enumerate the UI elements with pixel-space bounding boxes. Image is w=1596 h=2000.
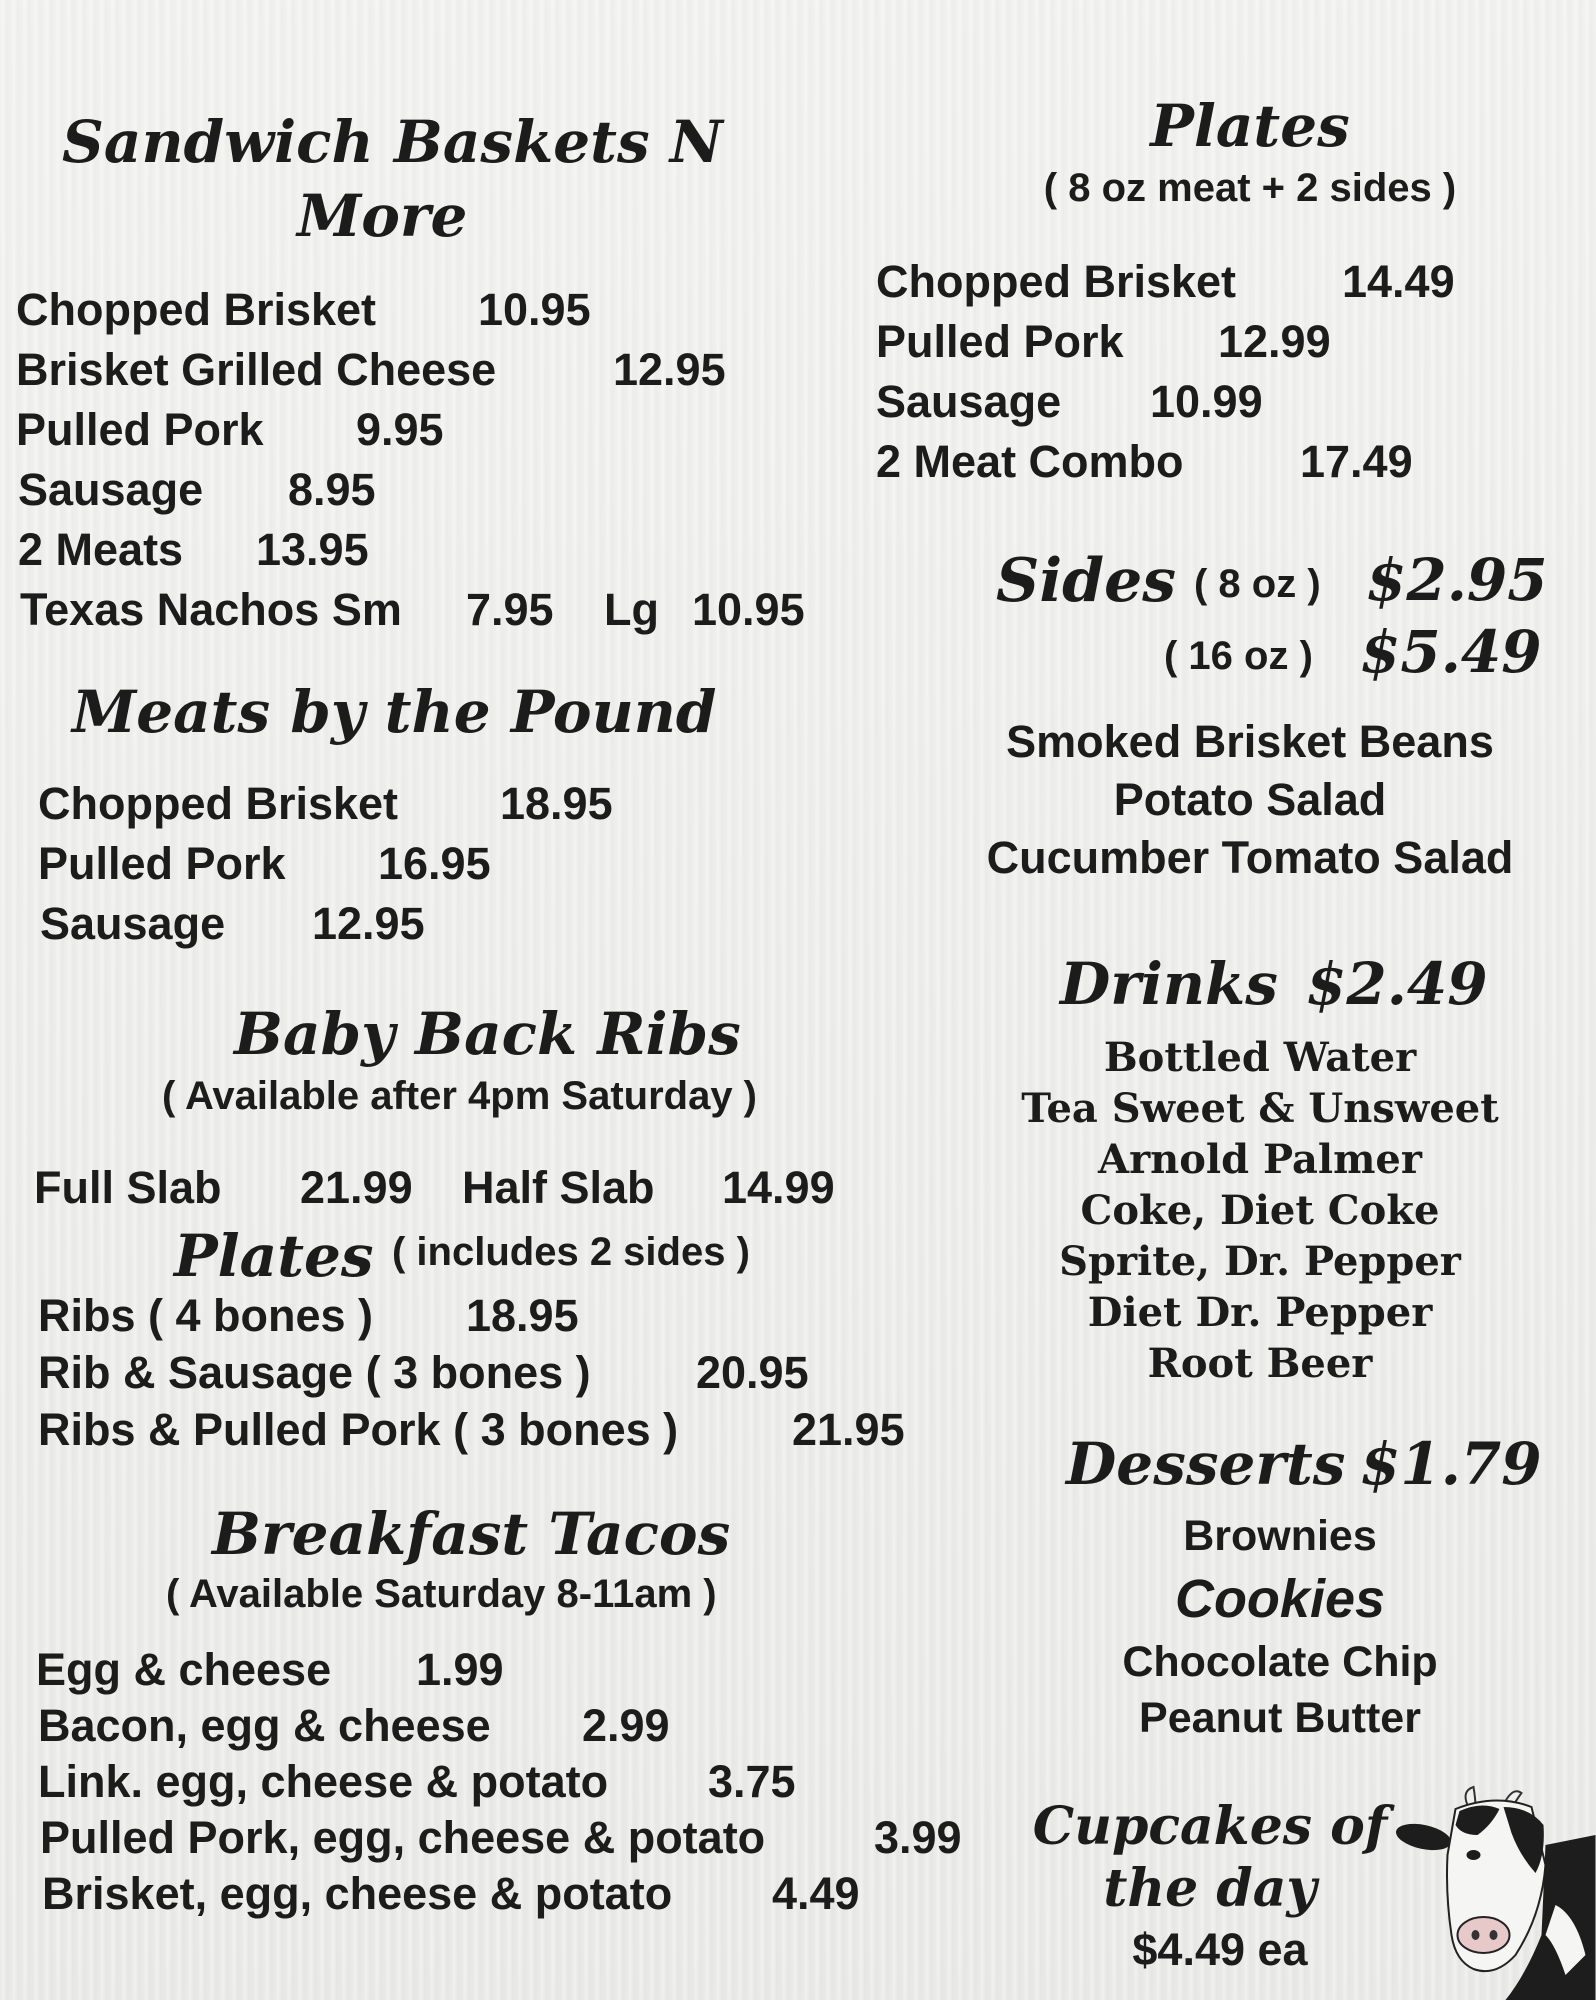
item-price: 21.95 (792, 1404, 905, 1455)
ribs-note: ( Available after 4pm Saturday ) (162, 1074, 757, 1118)
cupcakes-line2: the day (1103, 1858, 1317, 1919)
cupcakes-price: $4.49 ea (1132, 1924, 1308, 1975)
meat-item (38, 838, 491, 890)
item-price: 2.99 (582, 1700, 670, 1751)
rib-plate-item (38, 1290, 579, 1342)
sides-size-small: ( 8 oz ) (1194, 562, 1321, 606)
cookies-title: Cookies (1174, 1569, 1386, 1629)
sandwich-item (16, 284, 591, 336)
meat-item (40, 898, 425, 950)
cookie-item: Peanut Butter (1139, 1694, 1421, 1742)
drink-item: Sprite, Dr. Pepper (1059, 1238, 1461, 1285)
item-name: Ribs ( 4 bones ) (38, 1290, 374, 1341)
item-price: 20.95 (696, 1347, 809, 1398)
item-name: Pulled Pork (16, 404, 264, 455)
meat-item (38, 778, 613, 830)
item-price: 18.95 (500, 778, 613, 829)
breakfast-note: ( Available Saturday 8-11am ) (166, 1572, 717, 1616)
item-price: 9.95 (356, 404, 444, 455)
plates-note: ( 8 oz meat + 2 sides ) (1043, 166, 1457, 210)
drinks-price: $2.49 (1306, 950, 1488, 1018)
nachos-name: Texas Nachos Sm (20, 584, 402, 635)
item-name: Link. egg, cheese & potato (38, 1756, 609, 1807)
side-item: Cucumber Tomato Salad (986, 832, 1514, 883)
nachos-lg-price: 10.95 (692, 584, 805, 635)
rib-plates-note: ( includes 2 sides ) (392, 1230, 750, 1274)
rib-plate-item (38, 1404, 905, 1456)
item-price: 18.95 (466, 1290, 579, 1341)
full-slab-price: 21.99 (300, 1162, 413, 1213)
side-item: Potato Salad (1113, 774, 1387, 825)
plates-title: Plates (1150, 92, 1350, 160)
nachos-sm-price: 7.95 (466, 584, 554, 635)
item-price: 16.95 (378, 838, 491, 889)
cow-icon (1395, 1785, 1596, 2000)
sandwich-item (18, 524, 369, 576)
breakfast-item (38, 1756, 796, 1808)
cupcakes-line1: Cupcakes of (1032, 1796, 1388, 1857)
sandwich-title-line1: Sandwich Baskets N (62, 108, 723, 176)
cookie-item: Chocolate Chip (1122, 1638, 1438, 1686)
slab-row (34, 1162, 835, 1214)
sides-price-small: $2.95 (1366, 546, 1548, 614)
item-price: 10.99 (1150, 376, 1263, 427)
sides-size-large: ( 16 oz ) (1164, 634, 1313, 678)
item-name: 2 Meat Combo (876, 436, 1184, 487)
item-price: 3.75 (708, 1756, 796, 1807)
item-price: 17.49 (1300, 436, 1413, 487)
plate-item (876, 256, 1455, 308)
item-name: Pulled Pork, egg, cheese & potato (40, 1812, 766, 1863)
item-name: 2 Meats (18, 524, 184, 575)
drink-item: Arnold Palmer (1098, 1136, 1422, 1183)
plate-item (876, 316, 1331, 368)
sandwich-title-line2: More (297, 182, 468, 250)
full-slab-label: Full Slab (34, 1162, 222, 1213)
desserts-price: $1.79 (1360, 1430, 1542, 1498)
item-price: 10.95 (478, 284, 591, 335)
item-name: Chopped Brisket (16, 284, 377, 335)
sandwich-item (18, 464, 376, 516)
breakfast-item (42, 1868, 860, 1920)
sides-title: Sides (996, 546, 1177, 616)
meats-title: Meats by the Pound (72, 678, 717, 746)
item-name: Brisket, egg, cheese & potato (42, 1868, 673, 1919)
item-name: Rib & Sausage ( 3 bones ) (38, 1347, 591, 1398)
drink-item: Bottled Water (1103, 1034, 1417, 1081)
item-price: 12.95 (312, 898, 425, 949)
breakfast-item (38, 1700, 670, 1752)
ribs-title: Baby Back Ribs (234, 1000, 741, 1068)
item-name: Bacon, egg & cheese (38, 1700, 491, 1751)
plate-item (876, 376, 1263, 428)
drink-item: Tea Sweet & Unsweet (1021, 1085, 1499, 1132)
nachos-lg-label: Lg (604, 584, 659, 635)
item-name: Chopped Brisket (876, 256, 1237, 307)
drink-item: Diet Dr. Pepper (1087, 1289, 1433, 1336)
half-slab-price: 14.99 (722, 1162, 835, 1213)
breakfast-item (36, 1644, 504, 1696)
plate-item (876, 436, 1413, 488)
sandwich-item (16, 404, 444, 456)
item-price: 12.95 (613, 344, 726, 395)
breakfast-title: Breakfast Tacos (212, 1500, 731, 1568)
sides-price-large: $5.49 (1360, 618, 1542, 686)
nachos-row (20, 584, 805, 636)
item-name: Brisket Grilled Cheese (16, 344, 497, 395)
rib-plates-title: Plates (174, 1222, 374, 1290)
item-name: Egg & cheese (36, 1644, 332, 1695)
item-name: Ribs & Pulled Pork ( 3 bones ) (38, 1404, 679, 1455)
item-price: 13.95 (256, 524, 369, 575)
desserts-title: Desserts (1066, 1430, 1346, 1498)
item-name: Pulled Pork (38, 838, 286, 889)
sandwich-item (16, 344, 726, 396)
side-item: Smoked Brisket Beans (1006, 716, 1494, 767)
item-name: Chopped Brisket (38, 778, 399, 829)
item-name: Sausage (18, 464, 204, 515)
item-name: Sausage (876, 376, 1062, 427)
item-price: 4.49 (772, 1868, 860, 1919)
item-price: 14.49 (1342, 256, 1455, 307)
drink-item: Root Beer (1147, 1340, 1373, 1387)
item-name: Sausage (40, 898, 226, 949)
item-price: 3.99 (874, 1812, 962, 1863)
item-price: 8.95 (288, 464, 376, 515)
rib-plate-item (38, 1347, 809, 1399)
breakfast-item (40, 1812, 962, 1864)
item-name: Pulled Pork (876, 316, 1124, 367)
item-price: 12.99 (1218, 316, 1331, 367)
drink-item: Coke, Diet Coke (1080, 1187, 1440, 1234)
drinks-title: Drinks (1060, 950, 1278, 1018)
brownies-item: Brownies (1183, 1512, 1377, 1560)
item-price: 1.99 (416, 1644, 504, 1695)
half-slab-label: Half Slab (462, 1162, 655, 1213)
